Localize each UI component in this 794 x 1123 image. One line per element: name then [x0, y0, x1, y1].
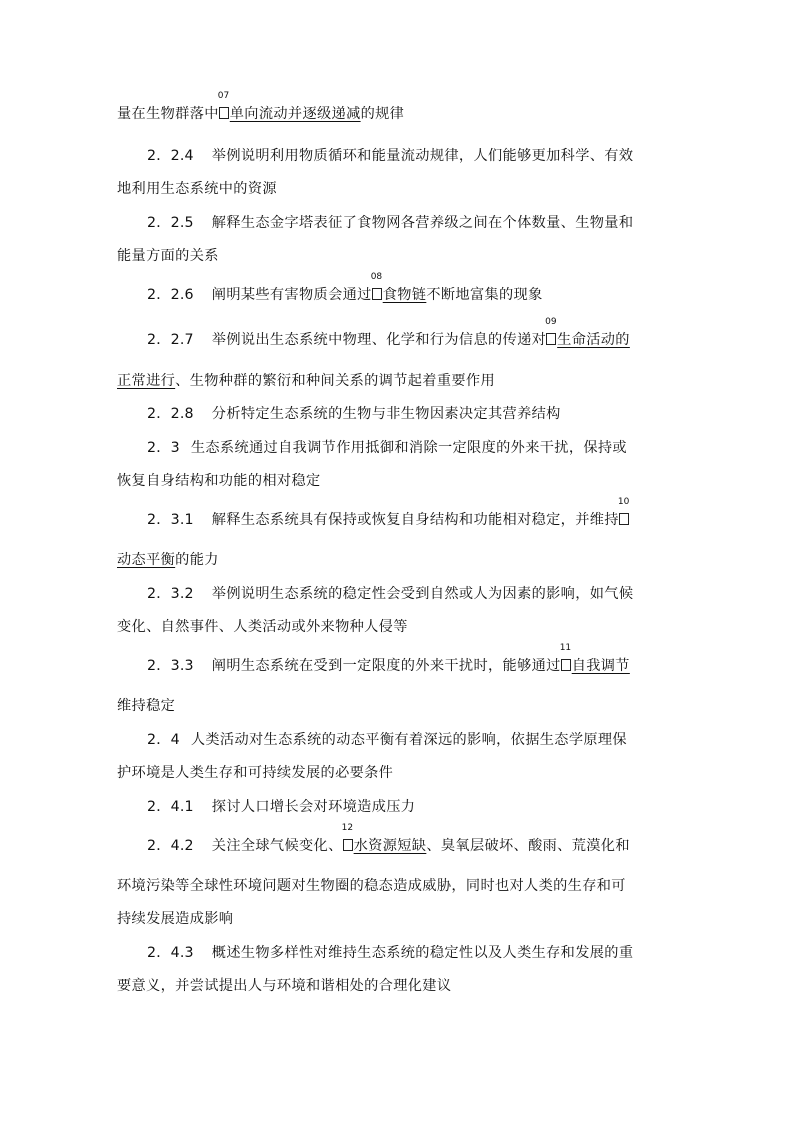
text-line — [147, 584, 633, 604]
blank-box-icon — [546, 333, 556, 345]
text-line — [117, 179, 277, 199]
text-line — [117, 876, 626, 896]
fill-blank — [545, 317, 630, 350]
text-line — [147, 438, 627, 458]
fill-blank — [559, 643, 630, 676]
section-number: 2．4.2 — [147, 838, 194, 854]
text-line — [117, 909, 233, 929]
text-line — [117, 471, 321, 491]
section-number: 2．3.3 — [147, 658, 194, 674]
text-line — [147, 643, 630, 676]
text-line — [147, 823, 630, 856]
text-line — [117, 550, 219, 570]
line-text: 恢复自身结构和功能的相对稳定 — [117, 473, 321, 489]
blank-box-icon — [343, 839, 353, 851]
line-text: 环境污染等全球性环境问题对生物圈的稳态造成威胁，同时也对人类的生存和可 — [117, 878, 626, 894]
blank-number: 09 — [545, 317, 557, 327]
text-line — [117, 91, 405, 124]
section-number: 2．4.3 — [147, 945, 194, 961]
blank-box-icon — [561, 659, 571, 671]
text-line — [117, 371, 495, 391]
blank-number: 08 — [370, 272, 383, 282]
text-line — [147, 497, 630, 530]
section-number: 2．2.8 — [147, 406, 194, 422]
section-number: 2．3.2 — [147, 586, 194, 602]
line-text: 量在生物群落中 — [117, 106, 219, 122]
blank-box-icon — [219, 107, 229, 119]
line-text-after: 、生物种群的繁衍和种间关系的调节起着重要作用 — [175, 373, 495, 389]
text-line — [117, 763, 393, 783]
blank-answer: 水资源短缺 — [353, 838, 427, 854]
line-text-after: 、臭氧层破坏、酸雨、荒漠化和 — [426, 838, 630, 854]
line-text: 地利用生态系统中的资源 — [117, 181, 277, 197]
text-line — [147, 404, 561, 424]
text-line — [147, 797, 415, 817]
line-text: 变化、自然事件、人类活动或外来物种人侵等 — [117, 619, 408, 635]
blank-answer: 自我调节 — [571, 658, 630, 674]
section-number: 2．4.1 — [147, 799, 194, 815]
section-number: 2．3 — [147, 440, 180, 456]
line-text: 解释生态金字塔表征了食物网各营养级之间在个体数量、生物量和 — [211, 215, 634, 231]
blank-answer-continued: 动态平衡 — [117, 552, 176, 568]
text-line — [117, 617, 408, 637]
line-text: 举例说明生态系统的稳定性会受到自然或人为因素的影响，如气候 — [211, 586, 634, 602]
line-text: 护环境是人类生存和可持续发展的必要条件 — [117, 765, 394, 781]
blank-box-icon — [619, 513, 629, 525]
line-text: 分析特定生态系统的生物与非生物因素决定其营养结构 — [211, 406, 561, 422]
blank-number: 10 — [617, 497, 630, 507]
line-text: 持续发展造成影响 — [117, 911, 234, 927]
line-text: 阐明生态系统在受到一定限度的外来干扰时，能够通过 — [211, 658, 561, 674]
fill-blank — [341, 823, 427, 856]
text-line — [147, 730, 627, 750]
line-text: 维持稳定 — [117, 698, 176, 714]
section-number: 2．3.1 — [147, 512, 194, 528]
section-number: 2．4 — [147, 732, 180, 748]
blank-answer: 食物链 — [382, 287, 427, 303]
line-text: 关注全球气候变化、 — [211, 838, 343, 854]
fill-blank — [217, 91, 361, 124]
section-number: 2．2.4 — [147, 148, 194, 164]
fill-blank — [370, 272, 427, 305]
blank-answer: 单向流动并逐级递减 — [229, 106, 361, 122]
line-text: 能量方面的关系 — [117, 248, 219, 264]
blank-answer: 生命活动的 — [557, 332, 630, 348]
text-line — [117, 696, 175, 716]
blank-box-icon — [372, 288, 382, 300]
text-line — [147, 146, 633, 166]
line-text: 阐明某些有害物质会通过 — [211, 287, 372, 303]
line-text: 举例说明利用物质循环和能量流动规律，人们能够更加科学、有效 — [211, 148, 634, 164]
blank-number: 11 — [559, 643, 572, 653]
line-text: 解释生态系统具有保持或恢复自身结构和功能相对稳定，并维持 — [211, 512, 619, 528]
line-text: 举例说出生态系统中物理、化学和行为信息的传递对 — [211, 332, 547, 348]
line-text-after: 的规律 — [360, 106, 405, 122]
line-text: 生态系统通过自我调节作用抵御和消除一定限度的外来干扰，保持或 — [190, 440, 627, 456]
line-text: 人类活动对生态系统的动态平衡有着深远的影响，依据生态学原理保 — [190, 732, 627, 748]
blank-number: 12 — [341, 823, 354, 833]
line-text-after: 不断地富集的现象 — [426, 287, 543, 303]
line-text: 概述生物多样性对维持生态系统的稳定性以及人类生存和发展的重 — [211, 945, 634, 961]
text-line — [147, 943, 633, 963]
section-number: 2．2.6 — [147, 287, 194, 303]
blank-answer-continued: 正常进行 — [117, 373, 176, 389]
blank-number: 07 — [217, 91, 230, 101]
text-line — [147, 317, 630, 350]
text-line — [147, 213, 633, 233]
text-line — [117, 246, 219, 266]
text-line — [147, 272, 543, 305]
text-line — [117, 976, 451, 996]
line-text: 要意义，并尝试提出人与环境和谐相处的合理化建议 — [117, 978, 452, 994]
fill-blank — [617, 497, 630, 530]
line-text-after: 的能力 — [175, 552, 219, 568]
section-number: 2．2.7 — [147, 332, 194, 348]
line-text: 探讨人口增长会对环境造成压力 — [211, 799, 416, 815]
section-number: 2．2.5 — [147, 215, 194, 231]
